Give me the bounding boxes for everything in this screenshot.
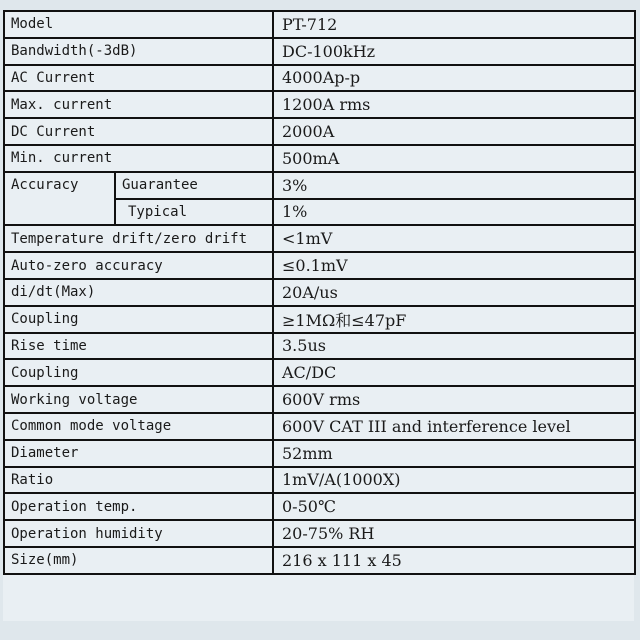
spec-key: Coupling: [4, 359, 273, 386]
spec-value: 3.5us: [273, 333, 635, 360]
spec-value: 20-75% RH: [273, 520, 635, 547]
spec-key: di/dt(Max): [4, 279, 273, 306]
table-row: [4, 91, 635, 118]
spec-value: <1mV: [273, 225, 635, 252]
spec-sheet: [3, 10, 634, 621]
table-row: [4, 145, 635, 172]
spec-key: DC Current: [4, 118, 273, 145]
table-row: [4, 279, 635, 306]
table-row: [4, 306, 635, 333]
spec-key: Operation humidity: [4, 520, 273, 547]
spec-sub-key: Typical: [115, 199, 273, 226]
table-row: [4, 520, 635, 547]
spec-key: AC Current: [4, 65, 273, 92]
spec-key: Ratio: [4, 467, 273, 494]
spec-table: [3, 10, 636, 575]
spec-key: Working voltage: [4, 386, 273, 413]
spec-value: 20A/us: [273, 279, 635, 306]
spec-value: 4000Ap-p: [273, 65, 635, 92]
spec-sub-key: Guarantee: [115, 172, 273, 199]
table-row: [4, 65, 635, 92]
table-row: [4, 118, 635, 145]
spec-key: Rise time: [4, 333, 273, 360]
spec-key: Model: [4, 11, 273, 38]
spec-key: Bandwidth(-3dB): [4, 38, 273, 65]
spec-value: 0-50℃: [273, 493, 635, 520]
table-row: [4, 38, 635, 65]
spec-value: 52mm: [273, 440, 635, 467]
spec-value: 2000A: [273, 118, 635, 145]
spec-value: 216 x 111 x 45: [273, 547, 635, 574]
table-row: [4, 172, 635, 199]
table-row: [4, 252, 635, 279]
table-row: [4, 333, 635, 360]
table-row: [4, 225, 635, 252]
table-row: [4, 547, 635, 574]
spec-key: Diameter: [4, 440, 273, 467]
spec-value: PT-712: [273, 11, 635, 38]
table-row: [4, 467, 635, 494]
spec-key: Common mode voltage: [4, 413, 273, 440]
table-row: [4, 440, 635, 467]
spec-value: 1%: [273, 199, 635, 226]
table-row: [4, 386, 635, 413]
spec-key: Operation temp.: [4, 493, 273, 520]
spec-value: 1mV/A(1000X): [273, 467, 635, 494]
spec-value: DC-100kHz: [273, 38, 635, 65]
spec-value: ≤0.1mV: [273, 252, 635, 279]
spec-key: Min. current: [4, 145, 273, 172]
spec-group-key: Accuracy: [4, 172, 115, 226]
spec-value: ≥1MΩ和≤47pF: [273, 306, 635, 333]
spec-value: 600V rms: [273, 386, 635, 413]
table-row: [4, 359, 635, 386]
spec-value: 3%: [273, 172, 635, 199]
spec-key: Max. current: [4, 91, 273, 118]
spec-key: Coupling: [4, 306, 273, 333]
table-row: [4, 413, 635, 440]
table-row: [4, 11, 635, 38]
spec-value: 1200A rms: [273, 91, 635, 118]
spec-key: Temperature drift/zero drift: [4, 225, 273, 252]
spec-key: Auto-zero accuracy: [4, 252, 273, 279]
table-row: [4, 493, 635, 520]
spec-value: 600V CAT III and interference level: [273, 413, 635, 440]
spec-key: Size(mm): [4, 547, 273, 574]
spec-value: 500mA: [273, 145, 635, 172]
spec-value: AC/DC: [273, 359, 635, 386]
